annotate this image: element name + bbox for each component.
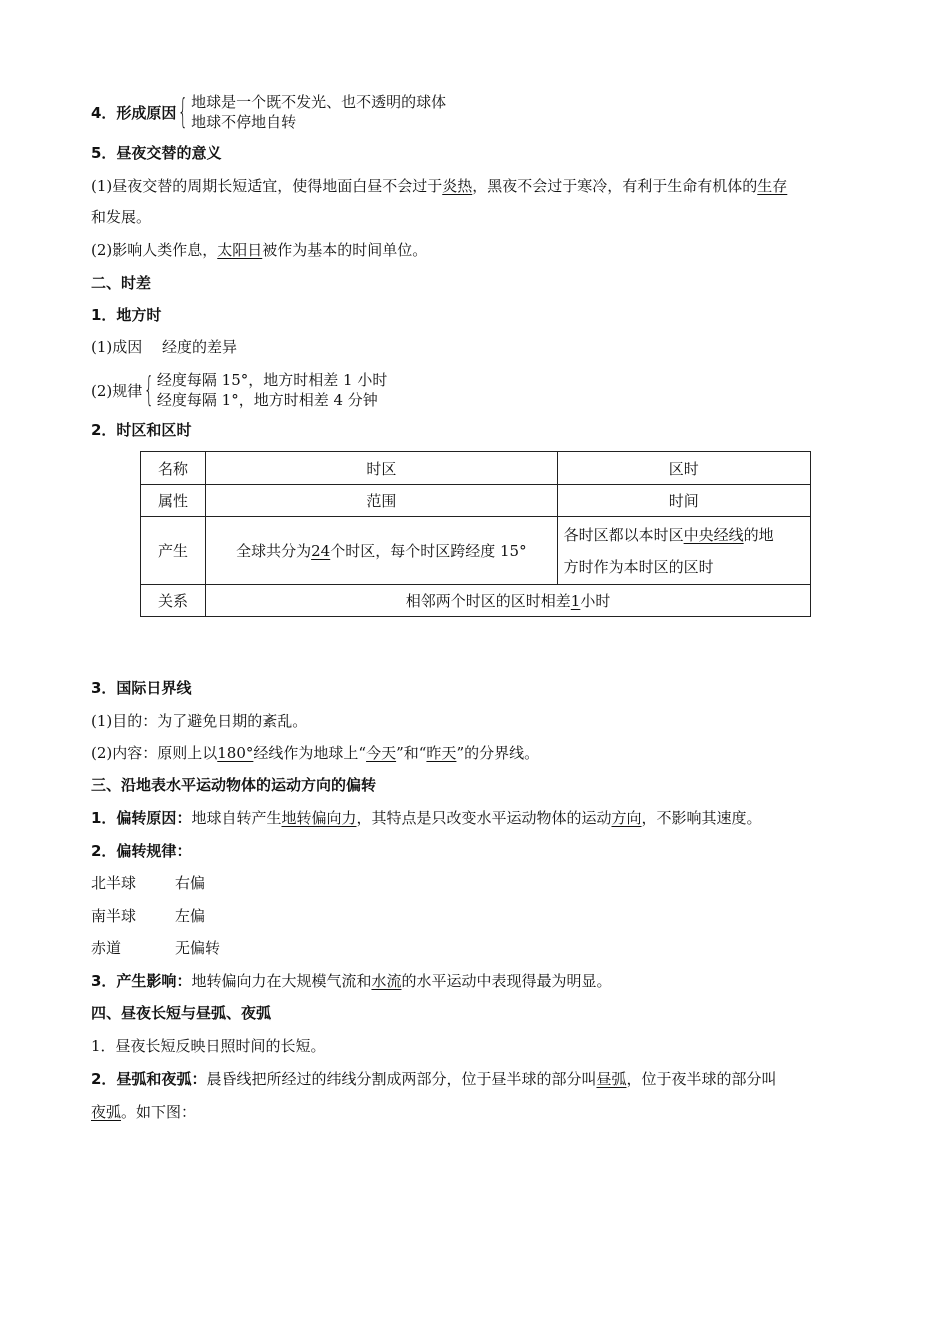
formation-cause-label: 4．形成原因	[91, 103, 177, 122]
deflection-cause: 1．偏转原因：地球自转产生地转偏向力，其特点是只改变水平运动物体的运动方向，不影响其速度。	[91, 809, 762, 827]
table-cell: 各时区都以本时区中央经线的地 方时作为本时区的区时	[557, 517, 810, 585]
section-3-title: 三、沿地表水平运动物体的运动方向的偏转	[91, 776, 377, 794]
deflection-rule-heading: 2．偏转规律：	[91, 842, 192, 860]
timezone-heading: 2．时区和区时	[91, 421, 192, 439]
table-cell: 产生	[141, 517, 206, 585]
table-cell: 关系	[141, 585, 206, 617]
day-arc-p2-cont: 夜弧。如下图：	[91, 1103, 197, 1121]
table-cell: 属性	[141, 485, 206, 517]
rule-line-2: 经度每隔 1°，地方时相差 4 分钟	[156, 391, 378, 409]
local-time-rule	[91, 370, 387, 410]
formation-cause	[91, 92, 446, 132]
list-item: 赤道	[91, 939, 122, 957]
table-cell: 时间	[557, 485, 810, 517]
significance-p1-cont: 和发展。	[91, 208, 152, 226]
rule-line-1: 经度每隔 15°，地方时相差 1 小时	[156, 371, 388, 389]
table-row	[141, 517, 811, 585]
deflection-effect: 3．产生影响：地转偏向力在大规模气流和水流的水平运动中表现得最为明显。	[91, 972, 612, 990]
date-line-heading: 3．国际日界线	[91, 679, 192, 697]
table-cell: 相邻两个时区的区时相差1小时	[206, 585, 811, 617]
list-item: 南半球	[91, 907, 137, 925]
list-item-value: 无偏转	[175, 939, 221, 957]
table-cell: 区时	[557, 452, 810, 485]
section-2-title: 二、时差	[91, 274, 152, 292]
table-cell: 范围	[206, 485, 558, 517]
day-arc-p2: 2．昼弧和夜弧：晨昏线把所经过的纬线分割成两部分，位于昼半球的部分叫昼弧，位于夜半球的部分叫	[91, 1070, 777, 1088]
significance-p1: (1)昼夜交替的周期长短适宜，使得地面白昼不会过于炎热，黑夜不会过于寒冷，有利于生命有机体的生存	[91, 177, 788, 195]
section-4-title: 四、昼夜长短与昼弧、夜弧	[91, 1004, 272, 1022]
table-row	[141, 585, 811, 617]
section-5-title: 5．昼夜交替的意义	[91, 144, 222, 162]
list-item-value: 右偏	[175, 874, 206, 892]
table-row	[141, 452, 811, 485]
brace-icon: {	[144, 370, 154, 410]
date-line-content: (2)内容：原则上以180°经线作为地球上“今天”和“昨天”的分界线。	[91, 744, 540, 762]
timezone-table	[140, 451, 811, 617]
day-length-p1: 1．昼夜长短反映日照时间的长短。	[91, 1037, 326, 1055]
local-time-cause: (1)成因 经度的差异	[91, 338, 238, 356]
list-item-value: 左偏	[175, 907, 206, 925]
date-line-purpose: (1)目的：为了避免日期的紊乱。	[91, 712, 308, 730]
cause-line-2: 地球不停地自转	[191, 113, 297, 131]
cause-line-1: 地球是一个既不发光、也不透明的球体	[191, 93, 447, 111]
table-cell: 全球共分为24个时区，每个时区跨经度 15°	[206, 517, 558, 585]
rule-label: (2)规律	[91, 381, 143, 400]
table-cell: 名称	[141, 452, 206, 485]
table-row	[141, 485, 811, 517]
table-cell: 时区	[206, 452, 558, 485]
brace-icon: {	[178, 92, 189, 132]
significance-p2: (2)影响人类作息，太阳日被作为基本的时间单位。	[91, 241, 428, 259]
list-item: 北半球	[91, 874, 137, 892]
local-time-heading: 1．地方时	[91, 306, 162, 324]
